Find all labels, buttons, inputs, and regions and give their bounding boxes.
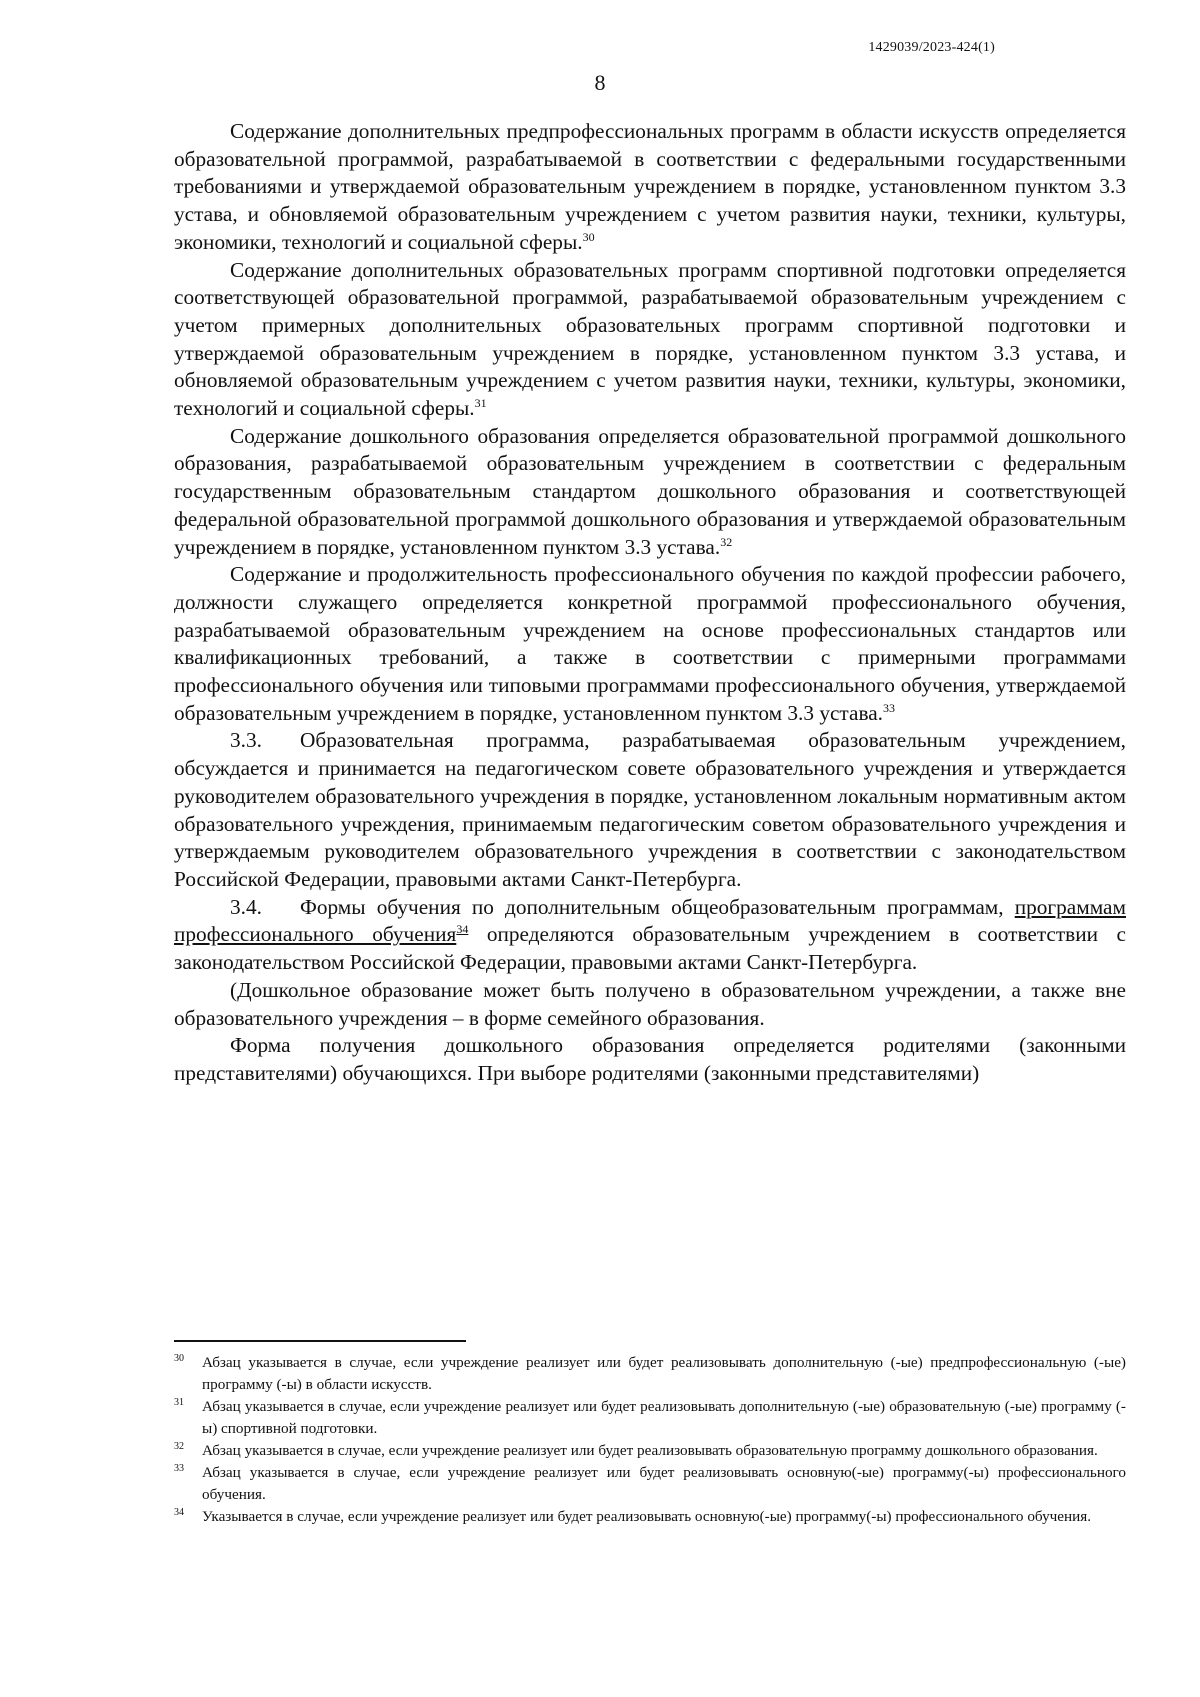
footnote-text: Абзац указывается в случае, если учреждение реализует или будет реализовывать дополнительную (-ые) образовательную (-ые) программу (-ы) спортивной подготовки. [202,1398,1126,1437]
clause-3-3 [174,727,1126,893]
footnote-mark: 34 [174,1507,184,1518]
footnote-ref[interactable]: 31 [474,395,487,410]
footnote-separator [174,1340,466,1342]
footnote-ref[interactable]: 34 [456,922,469,937]
footnote-text: Абзац указывается в случае, если учреждение реализует или будет реализовывать основную(-ые) программу(-ы) профессионального обучения. [202,1464,1126,1503]
footnote-item [174,1352,1126,1396]
paragraph-text: Формы обучения по дополнительным общеобразовательным программам, [300,894,1004,919]
footnote-text: Абзац указывается в случае, если учреждение реализует или будет реализовывать образовательную программу дошкольного образования. [202,1442,1098,1459]
document-number: 1429039/2023-424(1) [868,40,995,55]
paragraph-vocational-training [174,561,1126,727]
paragraph-text: Содержание дополнительных образовательных программ спортивной подготовки определяется соответствующей образовательной программой, разрабатываемой образовательным учреждением с учетом примерных дополнительных образовательных программ спортивной подготовки и утверждаемой образовательным учреждением в порядке, установленном пунктом 3.3 устава, и обновляемой образовательным учреждением с учетом развития науки, техники, культуры, экономики, технологий и социальной сферы. [174,257,1126,421]
footnote-mark: 31 [174,1397,184,1408]
paragraph-text: (Дошкольное образование может быть получено в образовательном учреждении, а также вне образовательного учреждения – в форме семейного образования. [174,977,1126,1030]
footnote-mark: 33 [174,1463,184,1474]
paragraph-text: Содержание дополнительных предпрофессиональных программ в области искусств определяется образовательной программой, разрабатываемой в соответствии с федеральными государственными требованиями и утверждаемой образовательным учреждением в порядке, установленном пунктом 3.3 устава, и обновляемой образовательным учреждением с учетом развития науки, техники, культуры, экономики, технологий и социальной сферы. [174,119,1126,254]
clause-number: 3.3. [230,728,262,753]
footnote-item [174,1506,1126,1528]
paragraph-text: определяются образовательным учреждением в соответствии с законодательством Российской Федерации, правовыми актами Санкт-Петербурга. [174,922,1126,975]
paragraph-text: Образовательная программа, разрабатываемая образовательным учреждением, обсуждается и принимается на педагогическом совете образовательного учреждения и утверждается руководителем образовательного учреждения в порядке, установленном локальным нормативным актом образовательного учреждения, принимаемым педагогическим советом образовательного учреждения и утверждаемым руководителем образовательного учреждения в соответствии с законодательством Российской Федерации, правовыми актами Санкт-Петербурга. [174,728,1126,891]
footnote-text: Абзац указывается в случае, если учреждение реализует или будет реализовывать дополнительную (-ые) предпрофессиональную (-ые) программу (-ы) в области искусств. [202,1354,1126,1393]
footnote-mark: 32 [174,1441,184,1452]
footnote-text: Указывается в случае, если учреждение реализует или будет реализовывать основную(-ые) программу(-ы) профессионального обучения. [202,1508,1092,1525]
paragraph-text: Содержание дошкольного образования определяется образовательной программой дошкольного образования, разрабатываемой образовательным учреждением в соответствии с федеральным государственным образовательным стандартом дошкольного образования и соответствующей федеральной образовательной программой дошкольного образования и утверждаемой образовательным учреждением в порядке, установленном пунктом 3.3 устава. [174,423,1126,559]
footnote-ref[interactable]: 33 [883,700,895,715]
paragraph-preschool-choice [174,1032,1126,1087]
footnote-ref[interactable]: 32 [720,534,733,549]
footnote-item [174,1396,1126,1440]
clause-3-4 [174,894,1126,977]
paragraph-arts-programs [174,118,1126,257]
footnotes [174,1352,1126,1528]
paragraph-preschool-programs [174,423,1126,562]
footnote-mark: 30 [174,1353,184,1364]
paragraph-preschool-forms [174,977,1126,1032]
underlined-link[interactable]: программам профессионального обучения [174,894,1126,947]
footnote-item [174,1440,1126,1462]
paragraph-sport-programs [174,257,1126,423]
document-body [174,118,1126,1088]
page-number: 8 [594,70,606,95]
paragraph-text: Содержание и продолжительность профессионального обучения по каждой профессии рабочего, должности служащего определяется конкретной программой профессионального обучения, разрабатываемой образовательным учреждением на основе профессиональных стандартов или квалификационных требований, а также в соответствии с примерными программами профессионального обучения или типовыми программами профессионального обучения, утверждаемой образовательным учреждением в порядке, установленном пунктом 3.3 устава. [174,562,1126,725]
paragraph-text: Форма получения дошкольного образования определяется родителями (законными представителями) обучающихся. При выборе родителями (законными представителями) [174,1033,1126,1085]
footnote-item [174,1462,1126,1506]
clause-number: 3.4. [230,894,262,919]
footnote-ref[interactable]: 30 [582,229,595,244]
